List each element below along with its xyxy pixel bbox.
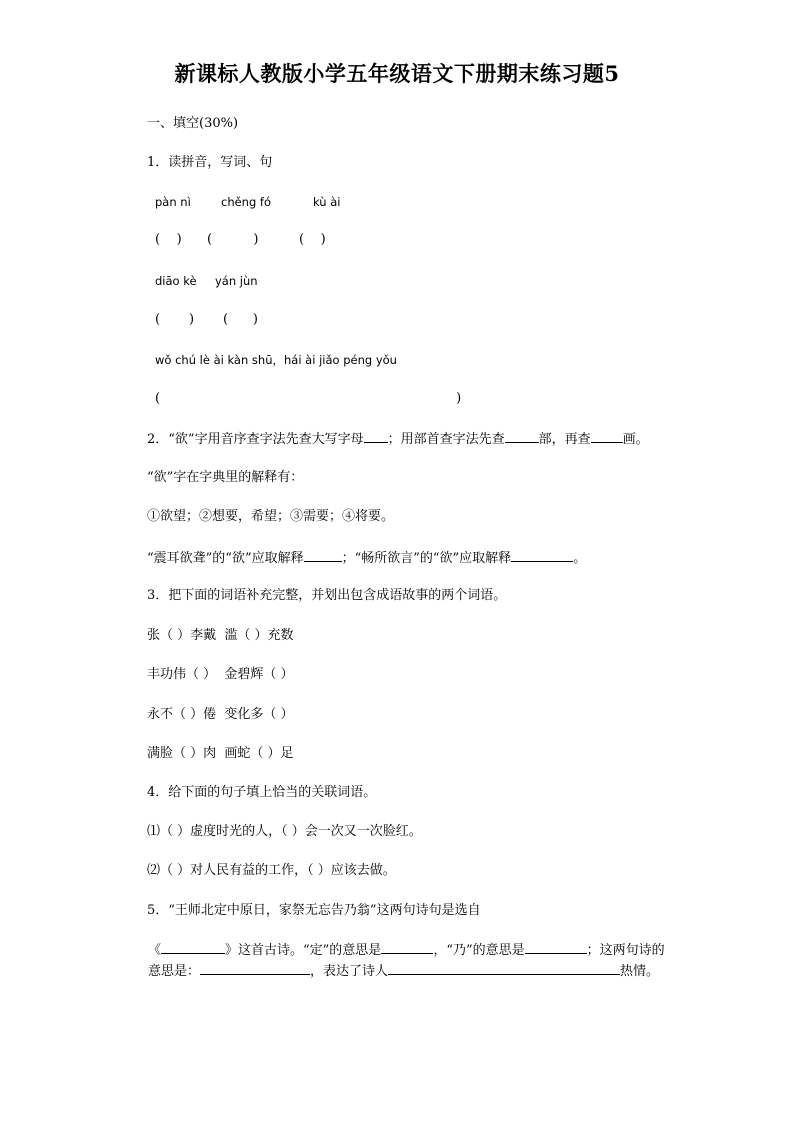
pinyin: yán jùn (215, 274, 258, 288)
answer-blank[interactable] (591, 429, 623, 443)
answer-blank[interactable] (364, 429, 388, 443)
question-text: 。 (573, 551, 587, 566)
answer-bracket[interactable]: ( ) (207, 232, 259, 247)
meanings-intro: “欲”字在字典里的解释有： (147, 470, 304, 485)
question-text: ，“乃”的意思是 (433, 943, 525, 958)
question-4-prompt: 4．给下面的句子填上恰当的关联词语。 (147, 785, 377, 800)
answer-brackets-row-2 (155, 311, 258, 329)
question-text: 2．“欲”字用音序查字法先查大写字母 (147, 432, 364, 447)
question-2-line (147, 429, 649, 449)
question-text: 画。 (622, 432, 649, 447)
question-text: ；这两句诗的意思是： (148, 943, 665, 979)
question-text: ；用部首查字法先查 (387, 432, 505, 447)
question-text: 《 (148, 943, 162, 958)
answer-blank[interactable] (381, 940, 433, 954)
pinyin-sentence: wǒ chú lè ài kàn shū，hái ài jiǎo péng yǒu (155, 353, 397, 367)
answer-bracket-sentence[interactable] (155, 390, 461, 408)
question-text: ，表达了诗人 (310, 964, 389, 979)
answer-blank[interactable] (525, 940, 587, 954)
idiom-line: 张（ ）李戴 滥（ ）充数 (147, 628, 294, 643)
answer-bracket[interactable]: ( ) (223, 312, 258, 327)
answer-blank[interactable] (200, 961, 310, 975)
answer-bracket[interactable]: ( ) (155, 232, 182, 247)
answer-bracket[interactable]: ( ) (299, 232, 326, 247)
question-1-prompt: 1．读拼音，写词、句 (147, 155, 273, 170)
answer-blank[interactable] (304, 548, 342, 562)
idiom-line: 永不（ ）倦 变化多（ ） (147, 707, 294, 722)
question-text: ；“畅所欲言”的“欲”应取解释 (341, 551, 512, 566)
question-2-sub (147, 548, 586, 568)
question-text: “震耳欲聋”的“欲”应取解释 (147, 551, 304, 566)
conjunction-sentence: ⑵（ ）对人民有益的工作，（ ）应该去做。 (147, 863, 396, 878)
answer-blank[interactable] (511, 548, 573, 562)
pinyin-row-1 (155, 193, 341, 211)
pinyin: chěng fó (221, 195, 272, 209)
question-text: 热情。 (620, 964, 660, 979)
meanings-list: ①欲望；②想要，希望；③需要；④将要。 (147, 509, 395, 524)
conjunction-sentence: ⑴（ ）虚度时光的人，（ ）会一次又一次脸红。 (147, 824, 422, 839)
question-5-paragraph (117, 940, 677, 982)
question-5-prompt: 5．“王师北定中原日，家祭无忘告乃翁”这两句诗句是选自 (147, 903, 481, 918)
pinyin: diāo kè (155, 274, 197, 288)
idiom-line: 丰功伟（ ） 金碧辉（ ） (147, 667, 294, 682)
pinyin: kù ài (313, 195, 341, 209)
answer-bracket[interactable]: ( ) (155, 312, 195, 327)
answer-blank[interactable] (505, 429, 539, 443)
answer-blank[interactable] (388, 961, 620, 975)
section-heading: 一、填空(30%) (147, 116, 239, 131)
bracket-close: ) (456, 391, 462, 406)
page-title: 新课标人教版小学五年级语文下册期末练习题5 (174, 61, 620, 86)
answer-brackets-row-1 (155, 231, 326, 249)
answer-blank[interactable] (161, 940, 225, 954)
question-text: 部，再查 (538, 432, 591, 447)
pinyin: pàn nì (155, 195, 191, 209)
idiom-line: 满脸（ ）肉 画蛇（ ）足 (147, 746, 294, 761)
question-text: 》这首古诗。“定”的意思是 (225, 943, 382, 958)
bracket-open: ( (155, 391, 161, 406)
question-3-prompt: 3．把下面的词语补充完整，并划出包含成语故事的两个词语。 (147, 588, 507, 603)
pinyin-row-2 (155, 272, 258, 290)
